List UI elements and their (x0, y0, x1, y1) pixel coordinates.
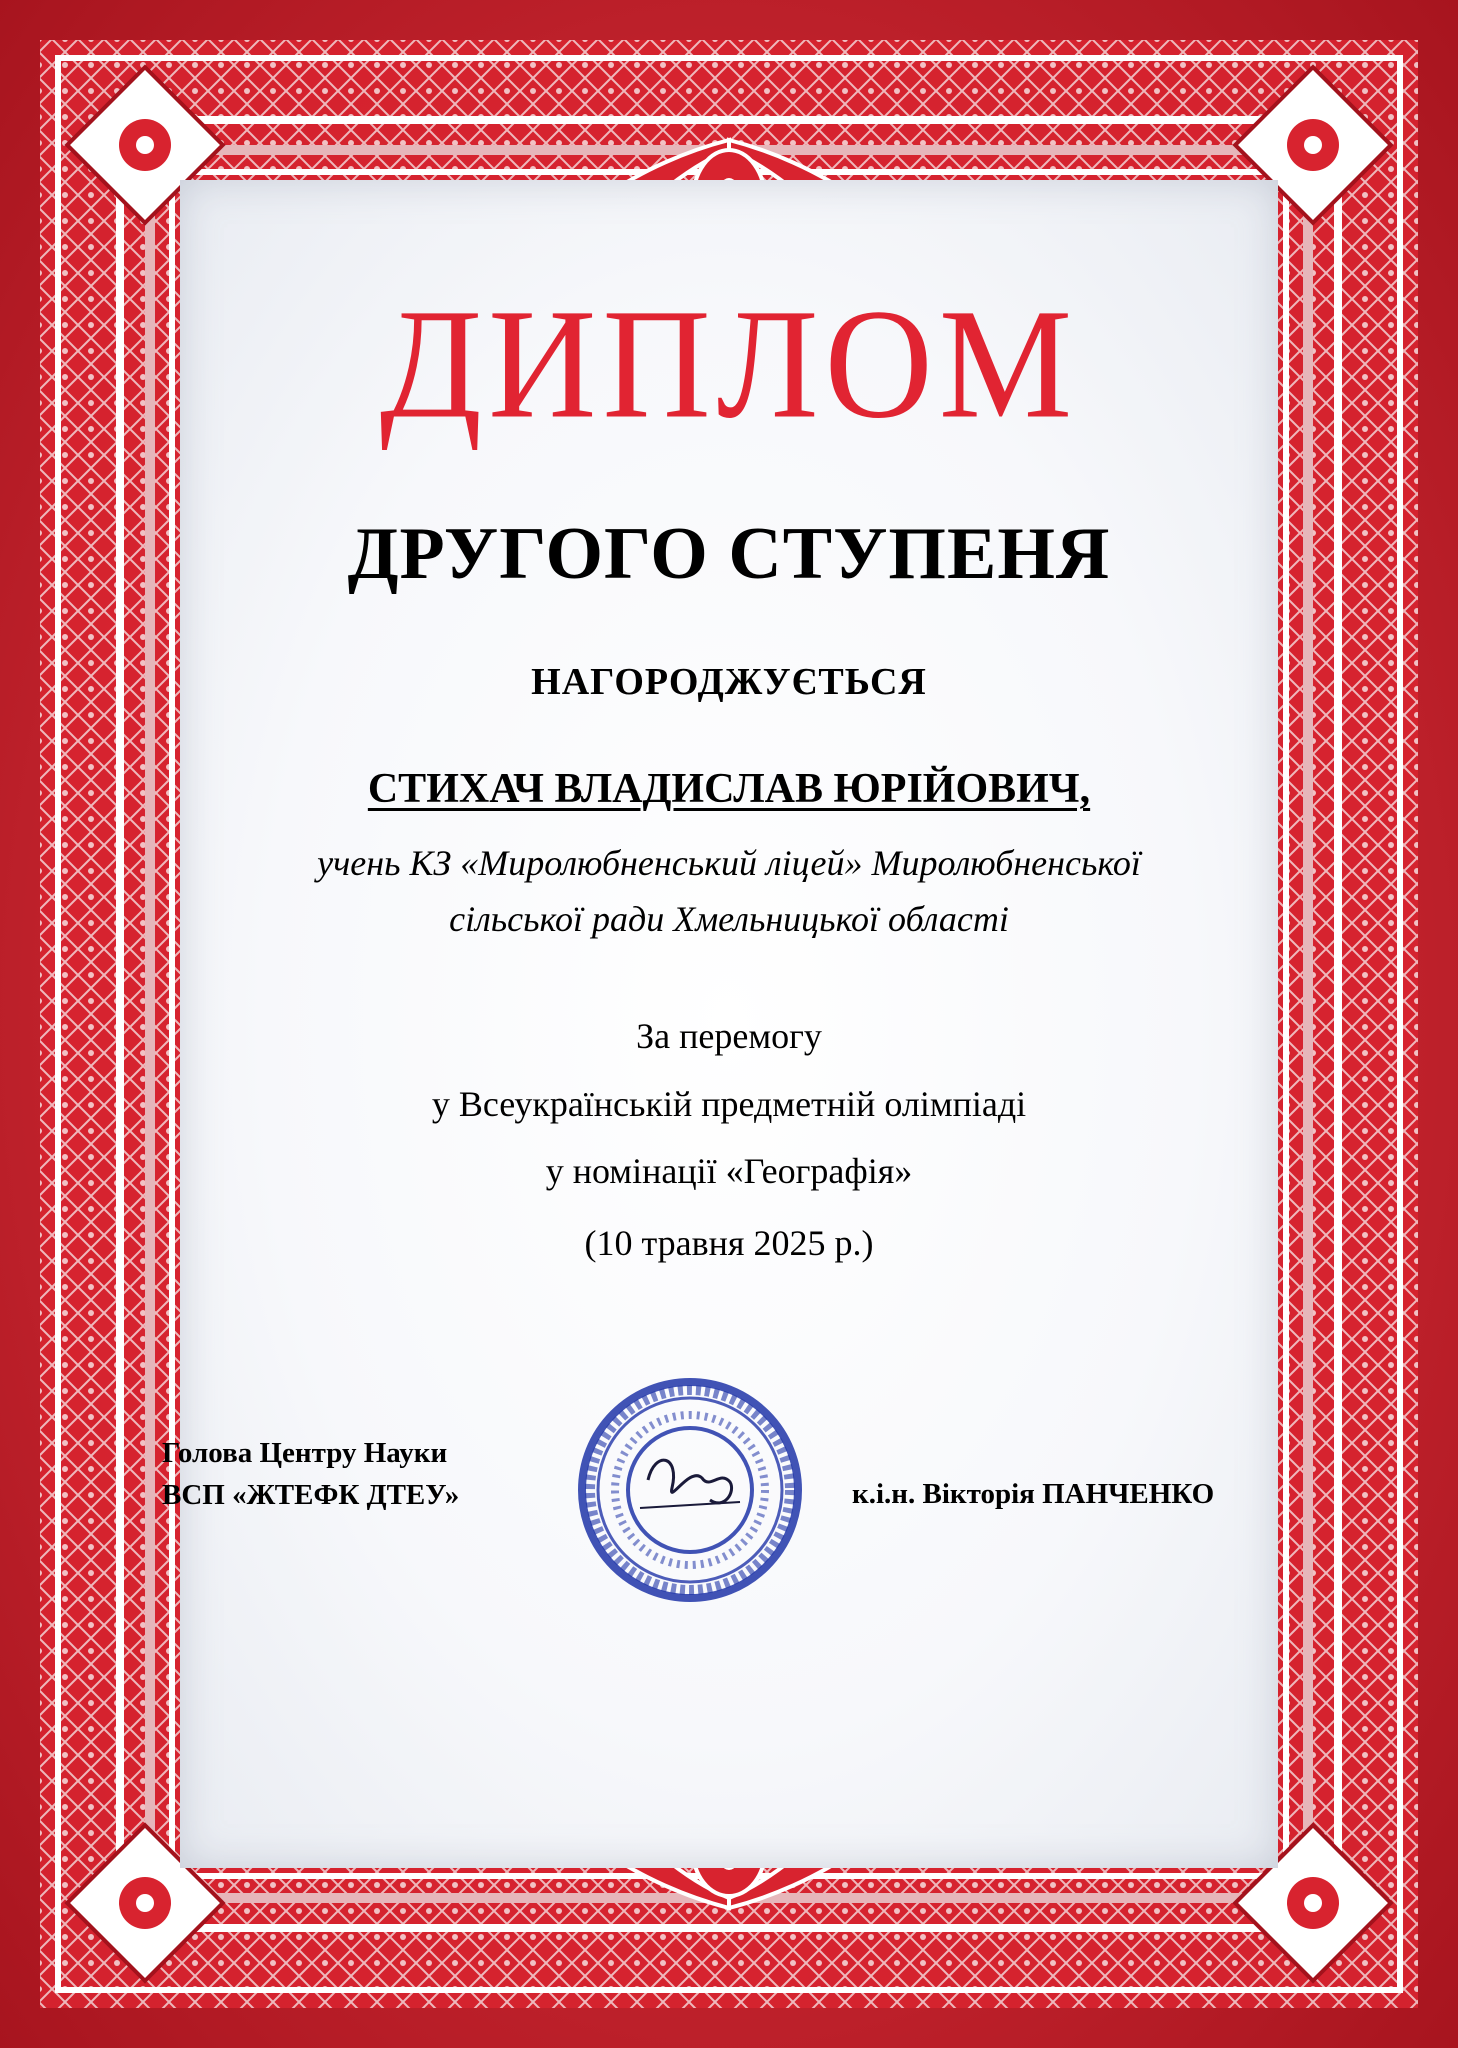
school-line-1: учень КЗ «Миролюбненський ліцей» Миролюбненської (317, 843, 1141, 883)
round-seal-stamp-icon (560, 1370, 820, 1610)
reason-line-1: За перемогу (636, 1016, 822, 1056)
recipient-name: СТИХАЧ ВЛАДИСЛАВ ЮРІЙОВИЧ, (367, 766, 1091, 812)
awarded-label: НАГОРОДЖУЄТЬСЯ (531, 661, 927, 703)
diploma-title: ДИПЛОМ (379, 276, 1079, 452)
signer-name: к.і.н. Вікторія ПАНЧЕНКО (852, 1478, 1215, 1510)
signer-position-line-1: Голова Центру Науки (162, 1437, 448, 1469)
school-line-2: сільської ради Хмельницької області (449, 899, 1009, 939)
reason-line-2: у Всеукраїнській предметній олімпіаді (431, 1084, 1027, 1124)
degree-subtitle: ДРУГОГО СТУПЕНЯ (347, 513, 1111, 595)
signer-position-line-2: ВСП «ЖТЕФК ДТЕУ» (162, 1479, 460, 1511)
date-line: (10 травня 2025 р.) (584, 1223, 874, 1263)
recipient-name-line (0, 765, 1458, 813)
reason-line-3: у номінації «Географія» (545, 1151, 913, 1191)
